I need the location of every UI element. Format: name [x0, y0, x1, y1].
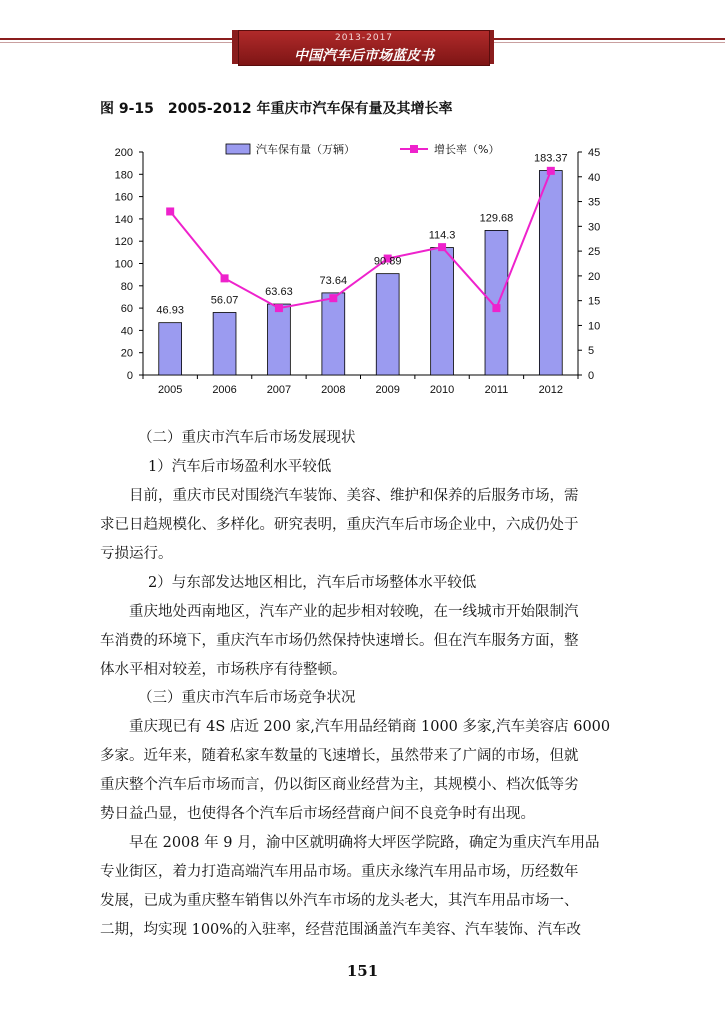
paragraph-line: 专业街区，着力打造高端汽车用品市场。重庆永缘汽车用品市场，历经数年 [100, 864, 579, 880]
chart [100, 138, 620, 408]
paragraph-line: 车消费的环境下，重庆汽车市场仍然保持快速增长。但在汽车服务方面，整 [100, 633, 579, 649]
paragraph-line: 重庆现已有 4S 店近 200 家,汽车用品经销商 1000 多家,汽车美容店 6000 [129, 719, 611, 735]
left-tick-label: 20 [120, 347, 133, 360]
left-tick-label: 40 [120, 325, 133, 338]
left-tick-label: 0 [126, 370, 133, 382]
x-tick-label: 2005 [157, 384, 183, 396]
left-tick-label: 100 [114, 258, 133, 271]
header-title: 中国汽车后市场蓝皮书 [294, 48, 434, 64]
bar-value-label: 56.07 [210, 294, 239, 307]
bar-value-label: 183.37 [533, 152, 568, 165]
page-number: 151 [346, 962, 379, 980]
bar-value-label: 73.64 [319, 274, 348, 287]
header-years: 2013-2017 [334, 33, 394, 43]
right-tick-label: 35 [588, 196, 601, 209]
bar-value-label: 63.63 [265, 286, 293, 299]
right-tick-label: 5 [588, 345, 595, 358]
bar [376, 274, 399, 375]
right-tick-label: 40 [588, 171, 601, 184]
paragraph-line: 亏损运行。 [100, 546, 173, 562]
paragraph-line: 求已日趋规模化、多样化。研究表明，重庆汽车后市场企业中，六成仍处于 [100, 517, 579, 533]
bar [322, 293, 345, 375]
bar-value-label: 129.68 [479, 212, 514, 225]
bar [539, 171, 562, 375]
paragraph-line: 目前，重庆市民对围绕汽车装饰、美容、维护和保养的后服务市场，需 [129, 488, 579, 504]
left-tick-label: 140 [114, 213, 133, 226]
paragraph-line: 体水平相对较差，市场秩序有待整顿。 [100, 662, 347, 678]
right-tick-label: 15 [588, 295, 601, 308]
bar [431, 248, 454, 375]
paragraph-line: 二期，均实现 100%的入驻率，经营范围涵盖汽车美容、汽车装饰、汽车改 [100, 922, 582, 938]
right-tick-label: 10 [588, 320, 601, 333]
right-tick-label: 30 [588, 221, 601, 234]
growth-rate-point [275, 304, 283, 312]
bar-value-label: 90.89 [373, 255, 402, 268]
chart-legend [226, 142, 499, 156]
legend-line-marker [410, 145, 418, 153]
bar [159, 323, 182, 375]
section-3-heading: （三）重庆市汽车后市场竞争状况 [138, 690, 356, 706]
growth-rate-point [547, 167, 555, 175]
growth-rate-point [438, 243, 446, 251]
paragraph-line: 发展，已成为重庆整车销售以外汽车市场的龙头老大，其汽车用品市场一、 [100, 893, 579, 909]
x-tick-label: 2010 [429, 384, 455, 396]
right-tick-label: 25 [588, 246, 601, 259]
right-tick-label: 0 [588, 370, 595, 382]
growth-rate-point [221, 274, 229, 282]
section-2-item-2-heading: 2）与东部发达地区相比，汽车后市场整体水平较低 [148, 575, 477, 591]
section-3-block [100, 684, 622, 945]
x-tick-label: 2012 [538, 384, 564, 396]
paragraph-line: 多家。近年来，随着私家车数量的飞速增长，虽然带来了广阔的市场，但就 [100, 748, 579, 764]
legend-bar-label: 汽车保有量（万辆） [256, 143, 355, 156]
left-tick-label: 80 [120, 280, 133, 293]
growth-rate-point [166, 207, 174, 215]
left-tick-label: 60 [120, 303, 133, 316]
x-tick-label: 2009 [375, 384, 400, 396]
bar [485, 230, 508, 375]
paragraph-line: 势日益凸显，也使得各个汽车后市场经营商户间不良竞争时有出现。 [100, 806, 535, 822]
legend-line-label: 增长率（%） [434, 143, 500, 156]
x-tick-label: 2007 [266, 384, 292, 396]
x-tick-label: 2008 [321, 384, 346, 396]
x-tick-label: 2006 [212, 384, 237, 396]
bar [213, 312, 236, 375]
right-tick-label: 45 [588, 147, 601, 159]
bar-value-label: 114.3 [428, 229, 456, 242]
section-2-item-1-heading: 1）汽车后市场盈利水平较低 [148, 459, 332, 475]
paragraph-line: 重庆地处西南地区，汽车产业的起步相对较晚，在一线城市开始限制汽 [129, 604, 579, 620]
left-tick-label: 160 [114, 191, 133, 204]
growth-rate-point [492, 304, 500, 312]
right-tick-label: 20 [588, 270, 601, 283]
left-tick-label: 200 [114, 147, 133, 159]
section-2-heading: （二）重庆市汽车后市场发展现状 [138, 430, 356, 446]
running-header [238, 30, 490, 66]
section-2-block [100, 424, 622, 685]
left-tick-label: 120 [114, 236, 133, 249]
chart-axes [115, 147, 601, 396]
x-tick-label: 2011 [484, 384, 509, 396]
legend-bar-swatch [226, 144, 250, 154]
bar [268, 304, 291, 375]
paragraph-line: 重庆整个汽车后市场而言，仍以街区商业经营为主，其规模小、档次低等劣 [100, 777, 579, 793]
left-tick-label: 180 [114, 169, 133, 182]
figure-caption: 图 9-15 2005-2012 年重庆市汽车保有量及其增长率 [100, 101, 453, 117]
paragraph-line: 早在 2008 年 9 月，渝中区就明确将大坪医学院路，确定为重庆汽车用品 [129, 835, 600, 851]
bar-value-label: 46.93 [156, 304, 184, 317]
growth-rate-point [329, 294, 337, 302]
